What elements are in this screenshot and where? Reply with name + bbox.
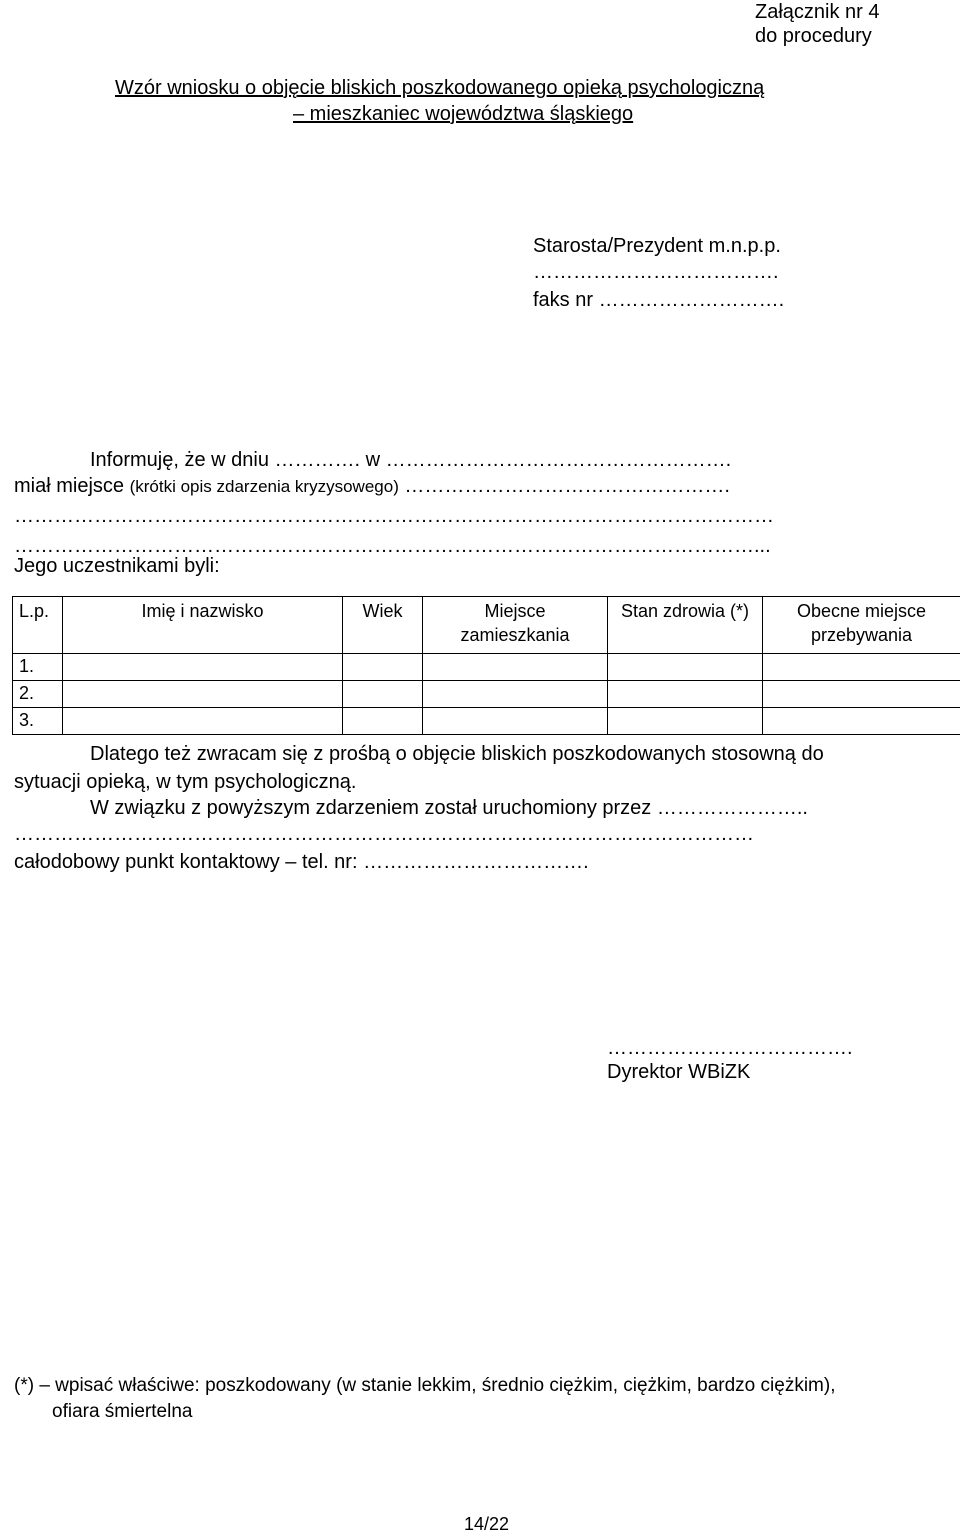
signature-dots: ……………………………….: [607, 1036, 853, 1060]
cell-current-location: [763, 654, 960, 681]
column-header-lp: L.p.: [13, 597, 63, 654]
table-row: [13, 681, 960, 708]
cell-residence: [423, 654, 608, 681]
cell-age: [343, 708, 423, 735]
page-number: 14/22: [464, 1512, 509, 1536]
cell-residence: [423, 681, 608, 708]
table-row: [13, 708, 960, 735]
column-header-current-location: Obecne miejsce przebywania: [763, 597, 960, 654]
request-line1: Dlatego też zwracam się z prośbą o objęcie bliskich poszkodowanych stosowną do: [90, 742, 824, 766]
inform-line: Informuję, że w dniu …………. w …………………………………………….: [90, 448, 731, 472]
cell-health: [608, 681, 763, 708]
addressee-dots: ……………………………….: [533, 260, 779, 284]
column-header-health: Stan zdrowia (*): [608, 597, 763, 654]
place-note: (krótki opis zdarzenia kryzysowego): [130, 477, 399, 496]
attachment-procedure: do procedury: [755, 24, 872, 48]
column-header-name: Imię i nazwisko: [63, 597, 343, 654]
row-lp: 1.: [13, 654, 63, 681]
document-title-line1: Wzór wniosku o objęcie bliskich poszkodowanego opieką psychologiczną: [115, 76, 764, 100]
cell-age: [343, 681, 423, 708]
cell-health: [608, 654, 763, 681]
addressee-title: Starosta/Prezydent m.n.p.p.: [533, 234, 781, 258]
cell-residence: [423, 708, 608, 735]
signature-role: Dyrektor WBiZK: [607, 1060, 750, 1084]
participants-table: [12, 596, 960, 735]
description-dots-line1: ……………………………………………………………………………………………………: [14, 504, 774, 528]
addressee-fax: faks nr ……………………….: [533, 288, 784, 312]
footnote-line1: (*) – wpisać właściwe: poszkodowany (w stanie lekkim, średnio ciężkim, ciężkim, bardzo ciężkim),: [14, 1374, 835, 1398]
table-row: [13, 654, 960, 681]
document-title-line2: – mieszkaniec województwa śląskiego: [293, 102, 633, 126]
table-header-row: [13, 597, 960, 654]
participants-label: Jego uczestnikami byli:: [14, 554, 220, 578]
cell-name: [63, 681, 343, 708]
cell-name: [63, 708, 343, 735]
cell-current-location: [763, 708, 960, 735]
place-prefix: miał miejsce: [14, 475, 124, 497]
cell-name: [63, 654, 343, 681]
column-header-residence: Miejsce zamieszkania: [423, 597, 608, 654]
row-lp: 2.: [13, 681, 63, 708]
cell-health: [608, 708, 763, 735]
footnote-line2: ofiara śmiertelna: [52, 1400, 192, 1424]
place-line: [14, 474, 730, 499]
request-line5: całodobowy punkt kontaktowy – tel. nr: …………………………….: [14, 850, 589, 874]
description-dots-line2: …………………………………………………………………………………………………...: [14, 534, 771, 558]
cell-age: [343, 654, 423, 681]
row-lp: 3.: [13, 708, 63, 735]
attachment-number: Załącznik nr 4: [755, 0, 880, 24]
cell-current-location: [763, 681, 960, 708]
place-dots: ………………………………………….: [404, 475, 730, 497]
request-line2: sytuacji opieką, w tym psychologiczną.: [14, 770, 356, 794]
column-header-age: Wiek: [343, 597, 423, 654]
request-line4: …………………………………………………………………………………………………: [14, 822, 754, 846]
request-line3: W związku z powyższym zdarzeniem został uruchomiony przez …………………..: [90, 796, 808, 820]
